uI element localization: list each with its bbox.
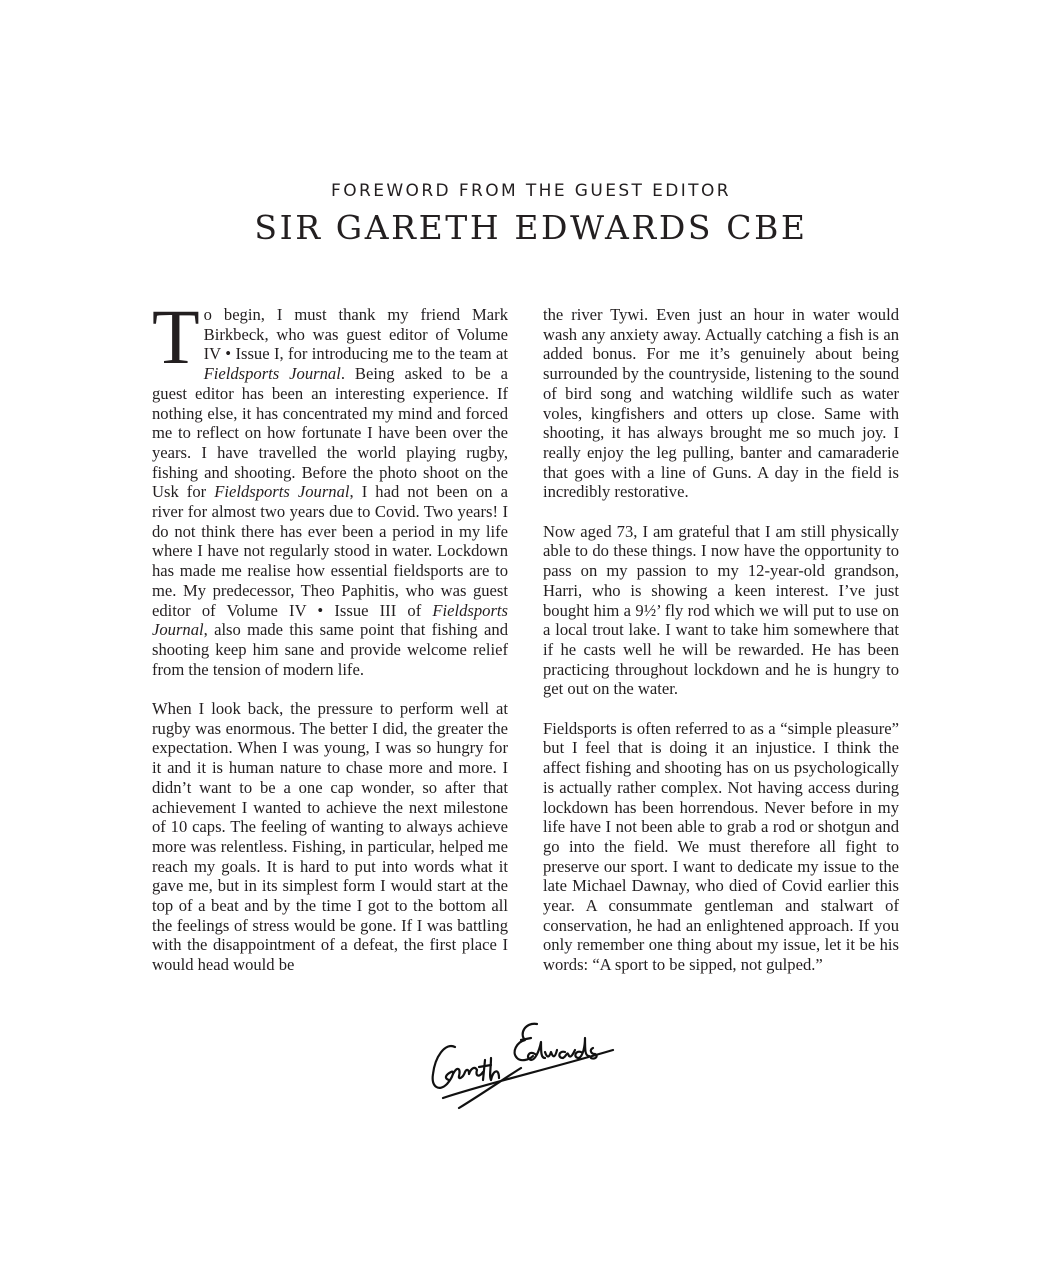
drop-cap: T [152, 293, 200, 380]
publication-name: Fieldsports Journal [214, 482, 350, 502]
publication-name: Fieldsports Journal [152, 600, 508, 640]
signature-image [425, 1012, 625, 1112]
paragraph-text: . Being asked to be a guest editor has been an interesting experience. If nothing else, it has concentrated my mind and forced me to reflect on how fortunate I have been over the years. I have travelled the world playing rugby, fishing and shooting. Before the photo shoot on the Usk for [152, 364, 508, 502]
paragraph: When I look back, the pressure to perform well at rugby was enormous. The better I did, the greater the expectation. When I was young, I was so hungry for it and it is human nature to chase more and more. I didn’t want to be a one cap wonder, so after that achievement I wanted to achieve the next milestone of 10 caps. The feeling of wanting to always achieve more was relentless. Fishing, in particular, helped me reach my goals. It is hard to put into words what it gave me, but in its simplest form I would start at the top of a beat and by the time I got to the bottom all the feelings of stress would be gone. If I was battling with the disappointment of a defeat, the first place I would head would be [152, 699, 508, 975]
paragraph: Now aged 73, I am grateful that I am still physically able to do these things. I now have the opportunity to pass on my passion to my 12-year-old grandson, Harri, who is showing a keen interest. I’ve just bought him a 9½’ fly rod which we will put to use on a local trout lake. I want to take him somewhere that if he casts well he will be rewarded. He has been practicing throughout lockdown and he is hungry to get out on the water. [543, 521, 899, 699]
paragraph: Fieldsports is often referred to as a “simple pleasure” but I feel that is doing it an injustice. I think the affect fishing and shooting has on us psychologically is actually rather complex. Not having access during lockdown has been horrendous. Never before in my life have I not been able to grab a rod or shotgun and go into the field. We must therefore all fight to preserve our sport. I want to dedicate my issue to the late Michael Dawnay, who died of Covid earlier this year. A consummate gentleman and stalwart of conservation, he had an enlightened approach. If you only remember one thing about my issue, let it be his words: “A sport to be sipped, not gulped.” [543, 718, 899, 975]
paragraph-text: , I had not been on a river for almost two years due to Covid. Two years! I do not think there has ever been a period in my life where I have not regularly stood in water. Lockdown has made me realise how essential fieldsports are to me. My predecessor, Theo Paphitis, who was guest editor of Volume IV • Issue III of [152, 482, 508, 620]
right-text-column [543, 305, 899, 995]
left-text-column [152, 293, 508, 995]
section-kicker: FOREWORD FROM THE GUEST EDITOR [331, 181, 731, 201]
paragraph [152, 293, 508, 679]
publication-name: Fieldsports Journal [203, 364, 341, 384]
paragraph: the river Tywi. Even just an hour in water would wash any anxiety away. Actually catching a fish is an added bonus. For me it’s genuinely about being surrounded by the countryside, listening to the sound of bird song and watching wildlife such as water voles, kingfishers and otters up close. Same with shooting, it has always brought me so much joy. I really enjoy the leg pulling, banter and camaraderie that goes with a line of Guns. A day in the field is incredibly restorative. [543, 305, 899, 502]
paragraph-text: o begin, I must thank my friend Mark Birkbeck, who was guest editor of Volume IV • Issue I, for introducing me to the team at [203, 305, 508, 364]
paragraph-text: , also made this same point that fishing and shooting keep him sane and provide welcome relief from the tension of modern life. [152, 620, 508, 679]
page-title: SIR GARETH EDWARDS CBE [254, 208, 808, 247]
